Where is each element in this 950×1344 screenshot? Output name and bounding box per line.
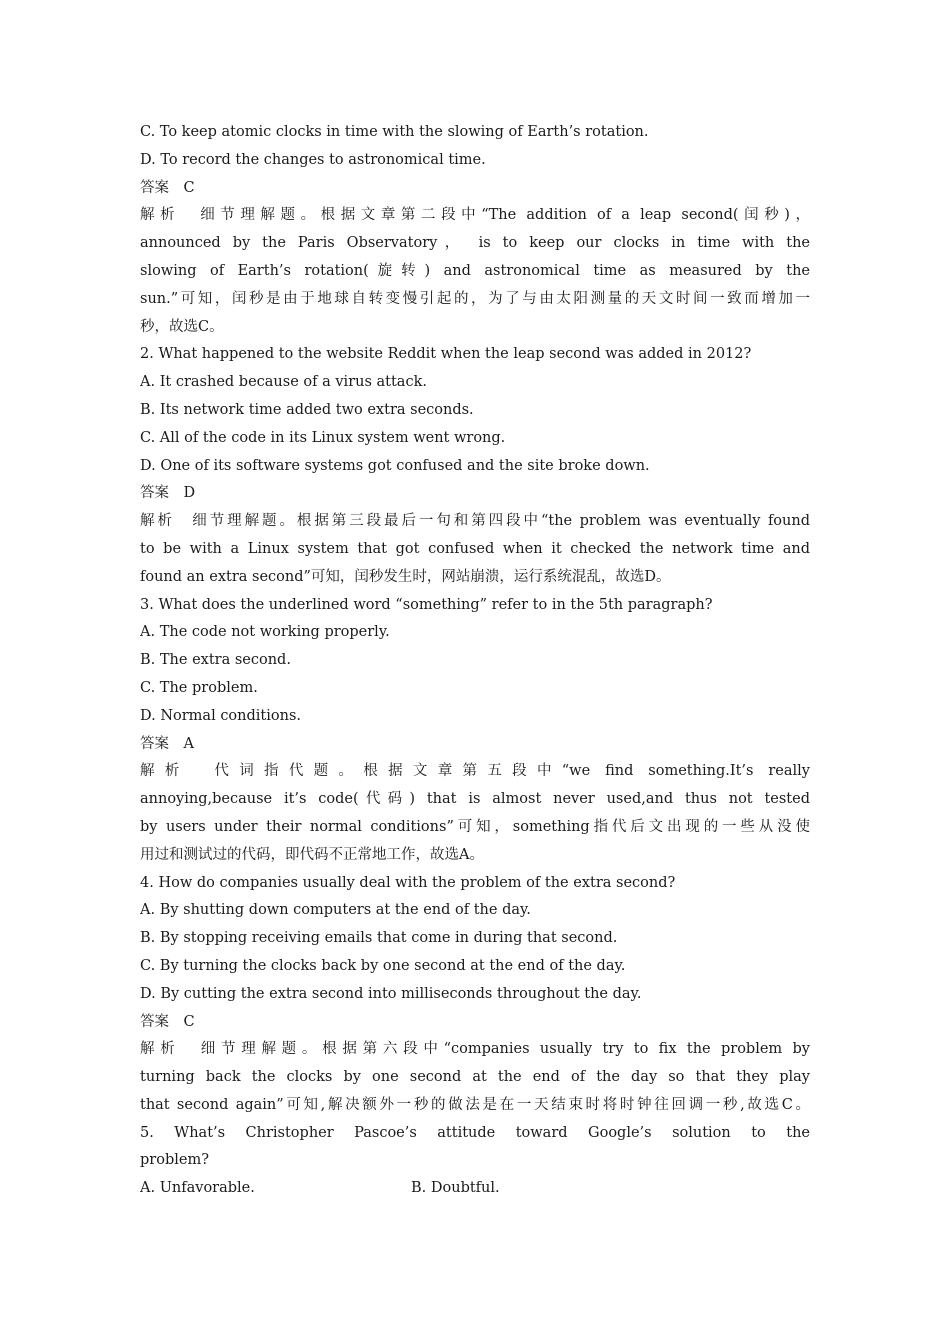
text-line: A. By shutting down computers at the end of the day. [140,902,531,919]
text-line: 答案 A [140,735,194,752]
text-line: B. By stopping receiving emails that come in during that second. [140,930,618,947]
text-lines [140,119,810,1175]
text-line: 答案 C [140,179,195,196]
text-line: annoying,because it’s code(代码) that is almost never used,and thus not tested [140,791,810,808]
text-line: problem? [140,1152,209,1169]
text-line: D. Normal conditions. [140,707,302,724]
text-line: D. By cutting the extra second into milliseconds throughout the day. [140,985,642,1002]
text-line: 2. What happened to the website Reddit when the leap second was added in 2012? [140,346,752,363]
text-line: announced by the Paris Observatory， is to keep our clocks in time with the [140,235,810,252]
document-page [140,119,810,1203]
text-line: 答案 D [140,485,196,502]
text-line: D. One of its software systems got confused and the site broke down. [140,457,650,474]
text-line: to be with a Linux system that got confused when it checked the network time and [140,540,810,557]
text-line: 答案 C [140,1013,195,1030]
text-line: that second again”可知,解决额外一秒的做法是在一天结束时将时钟往回调一秒,故选C。 [140,1096,810,1113]
text-line: turning back the clocks by one second at the end of the day so that they play [140,1069,810,1086]
text-line: 解析 细节理解题。根据第六段中“companies usually try to fix the problem by [140,1041,810,1058]
option-a: A. Unfavorable. [140,1180,255,1197]
option-b: B. Doubtful. [411,1180,500,1197]
text-line: 解析 细节理解题。根据文章第二段中“The addition of a leap second(闰秒)， [140,207,810,224]
text-line: B. The extra second. [140,652,291,669]
text-line: 5. What’s Christopher Pascoe’s attitude toward Google’s solution to the [140,1124,810,1141]
text-line: B. Its network time added two extra seconds. [140,401,474,418]
text-line: 秒，故选C。 [140,318,224,335]
text-line: 3. What does the underlined word “something” refer to in the 5th paragraph? [140,596,713,613]
text-line: A. The code not working properly. [140,624,390,641]
text-line: found an extra second”可知，闰秒发生时，网站崩溃，运行系统混乱，故选D。 [140,568,671,585]
options-row [140,1175,810,1203]
text-line: sun.”可知，闰秒是由于地球自转变慢引起的，为了与由太阳测量的天文时间一致而增加一 [140,290,810,307]
text-line: C. The problem. [140,679,258,696]
text-line: C. All of the code in its Linux system went wrong. [140,429,506,446]
text-line: by users under their normal conditions”可知，something指代后文出现的一些从没使 [140,818,810,835]
text-line: 解析 代词指代题。根据文章第五段中“we find something.It’s really [140,763,810,780]
text-line: D. To record the changes to astronomical time. [140,151,486,168]
text-line: 用过和测试过的代码，即代码不正常地工作，故选A。 [140,846,484,863]
text-line: 解析 细节理解题。根据第三段最后一句和第四段中“the problem was eventually found [140,513,810,530]
text-line: slowing of Earth’s rotation(旋转) and astronomical time as measured by the [140,262,810,279]
text-line: C. By turning the clocks back by one second at the end of the day. [140,957,626,974]
text-line: A. It crashed because of a virus attack. [140,374,427,391]
text-line: 4. How do companies usually deal with the problem of the extra second? [140,874,676,891]
text-line: C. To keep atomic clocks in time with the slowing of Earth’s rotation. [140,124,649,140]
